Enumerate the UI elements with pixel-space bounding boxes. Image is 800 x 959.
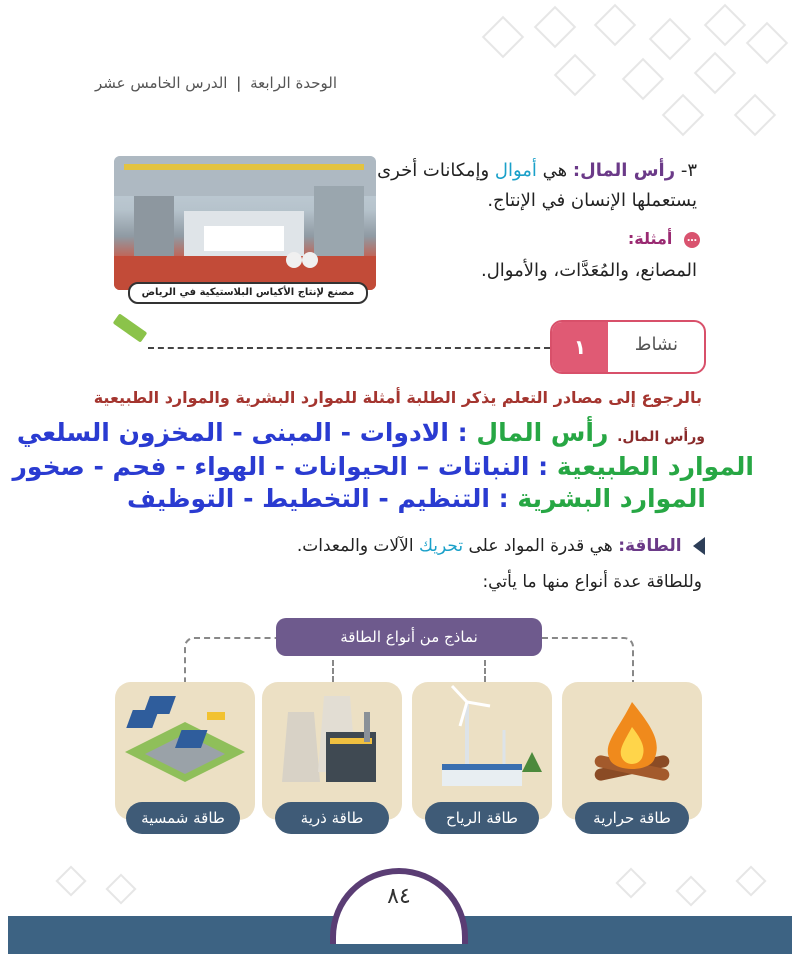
answer-line-capital bbox=[17, 418, 705, 447]
dashed-divider bbox=[148, 347, 550, 349]
card-wind bbox=[412, 682, 552, 820]
decor-square bbox=[746, 22, 788, 64]
capital-number: ٣- bbox=[680, 160, 697, 181]
answer-capital-term: رأس المال bbox=[476, 418, 609, 447]
card-nuclear bbox=[262, 682, 402, 820]
energy-text-2: الآلات والمعدات. bbox=[296, 536, 414, 556]
header-separator: | bbox=[236, 74, 242, 92]
card-thermal bbox=[562, 682, 702, 820]
activity-box bbox=[550, 320, 706, 374]
capital-highlight: أموال bbox=[494, 160, 537, 181]
decor-square bbox=[675, 875, 706, 906]
activity-instruction: بالرجوع إلى مصادر التعلم يذكر الطلبة أمثلة للموارد البشرية والموارد الطبيعية bbox=[93, 388, 702, 407]
decor-square bbox=[704, 4, 746, 46]
energy-highlight: تحريك bbox=[418, 536, 464, 556]
capital-line-1 bbox=[377, 160, 697, 181]
capital-term: رأس المال: bbox=[572, 160, 676, 181]
examples-heading bbox=[628, 229, 700, 248]
decor-square bbox=[662, 94, 704, 136]
energy-text-1: هي قدرة المواد على bbox=[468, 536, 613, 556]
decor-square bbox=[694, 52, 736, 94]
energy-term: الطاقة: bbox=[618, 536, 682, 556]
card-solar bbox=[115, 682, 255, 820]
factory-illustration bbox=[114, 156, 376, 290]
campfire-icon bbox=[562, 682, 702, 802]
activity-number: ١ bbox=[552, 322, 608, 372]
examples-text: المصانع، والمُعَدَّات، والأموال. bbox=[481, 260, 697, 281]
capital-text-1: هي bbox=[542, 160, 568, 181]
decor-square bbox=[622, 58, 664, 100]
answer-human-term: الموارد البشرية bbox=[517, 484, 706, 513]
decor-square bbox=[594, 4, 636, 46]
solar-panel-icon bbox=[115, 682, 255, 802]
decor-square bbox=[534, 6, 576, 48]
nuclear-plant-icon bbox=[262, 682, 402, 802]
capital-text-2: وإمكانات أخرى bbox=[377, 160, 490, 181]
wind-turbine-icon bbox=[412, 682, 552, 802]
answer-natural-term: الموارد الطبيعية bbox=[556, 452, 754, 481]
connector-inner-right bbox=[484, 660, 486, 682]
answer-line-human bbox=[127, 484, 706, 513]
connector-inner-left bbox=[332, 660, 334, 682]
card-label-thermal: طاقة حرارية bbox=[575, 802, 689, 834]
answer-line-natural bbox=[13, 452, 754, 481]
decor-square bbox=[105, 873, 136, 904]
decor-square bbox=[554, 54, 596, 96]
page-header bbox=[95, 74, 337, 92]
examples-label: أمثلة: bbox=[627, 229, 673, 248]
answer-capital-text: : الادوات - المبنى - المخزون السلعي bbox=[16, 418, 468, 447]
decor-square bbox=[735, 865, 766, 896]
activity-label: نشاط bbox=[634, 334, 678, 355]
card-label-nuclear: طاقة ذرية bbox=[275, 802, 389, 834]
decor-square bbox=[734, 94, 776, 136]
card-label-wind: طاقة الرياح bbox=[425, 802, 539, 834]
decor-square bbox=[55, 865, 86, 896]
card-label-solar: طاقة شمسية bbox=[126, 802, 240, 834]
page-number: ٨٤ bbox=[387, 884, 411, 909]
connector-left bbox=[184, 637, 278, 683]
capital-line-2: يستعملها الإنسان في الإنتاج. bbox=[487, 190, 697, 211]
connector-right bbox=[542, 637, 634, 683]
decor-square bbox=[482, 16, 524, 58]
answer-natural-text: : النباتات – الحيوانات - الهواء - فحم - صخور bbox=[12, 452, 549, 481]
speech-bubble-icon: … bbox=[684, 232, 700, 248]
lesson-title: الدرس الخامس عشر bbox=[95, 74, 228, 92]
decor-square bbox=[615, 867, 646, 898]
decor-square bbox=[649, 18, 691, 60]
pencil-icon bbox=[113, 313, 148, 342]
energy-models-title: نماذج من أنواع الطاقة bbox=[276, 618, 542, 656]
answer-small-note: ورأس المال. bbox=[617, 429, 705, 445]
photo-caption: مصنع لإنتاج الأكياس البلاستيكية في الرياض bbox=[128, 282, 368, 304]
bullet-arrow-icon bbox=[693, 537, 705, 555]
unit-title: الوحدة الرابعة bbox=[250, 74, 337, 92]
energy-definition bbox=[297, 536, 705, 556]
answer-human-text: : التنظيم - التخطيط - التوظيف bbox=[127, 484, 509, 513]
energy-types-intro: وللطاقة عدة أنواع منها ما يأتي: bbox=[482, 572, 702, 592]
factory-photo bbox=[114, 156, 376, 290]
